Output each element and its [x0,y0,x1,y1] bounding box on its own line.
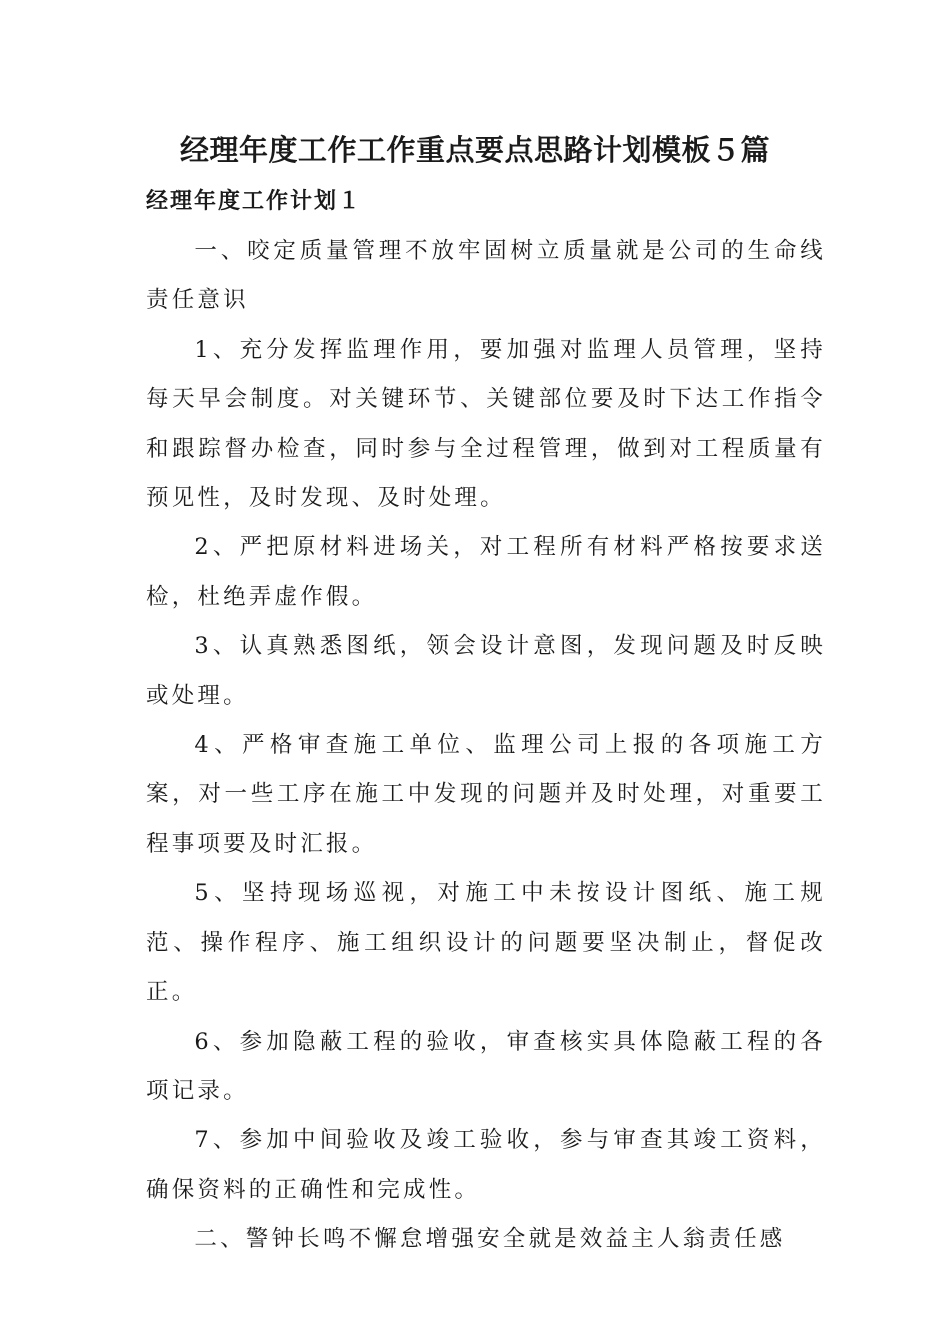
document-title: 经理年度工作工作重点要点思路计划模板５篇 [179,133,770,167]
paragraph-quality-heading: 一、咬定质量管理不放牢固树立质量就是公司的生命线责任意识 [146,238,826,314]
paragraph-item-1: 1、充分发挥监理作用，要加强对监理人员管理，坚持每天早会制度。对关键环节、关键部位要及时下达工作指令和跟踪督办检查，同时参与全过程管理，做到对工程质量有预见性，及时发现、及时处理。 [146,336,826,512]
paragraph-item-6: 6、参加隐蔽工程的验收，审查核实具体隐蔽工程的各项记录。 [146,1028,826,1104]
paragraph-item-4: 4、严格审查施工单位、监理公司上报的各项施工方案，对一些工序在施工中发现的问题并及时处理，对重要工程事项要及时汇报。 [146,732,826,857]
paragraph-item-2: 2、严把原材料进场关，对工程所有材料严格按要求送检，杜绝弄虚作假。 [146,534,826,610]
paragraph-item-7: 7、参加中间验收及竣工验收，参与审查其竣工资料，确保资料的正确性和完成性。 [146,1127,826,1203]
paragraph-item-3: 3、认真熟悉图纸，领会设计意图，发现问题及时反映或处理。 [146,633,826,709]
paragraph-safety-heading: 二、警钟长鸣不懈怠增强安全就是效益主人翁责任感 [194,1226,786,1253]
paragraph-item-5: 5、坚持现场巡视，对施工中未按设计图纸、施工规范、操作程序、施工组织设计的问题要坚决制止，督促改正。 [146,880,826,1006]
section-heading: 经理年度工作计划１ [146,188,363,214]
document-body [146,227,826,1265]
